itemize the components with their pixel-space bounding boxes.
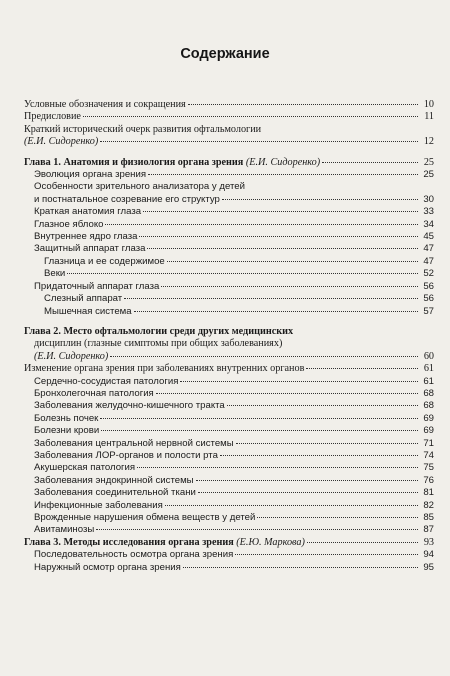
toc-entry: Акушерская патология 75 xyxy=(34,462,434,474)
chapter-label: Глава 3. Методы исследования органа зрения xyxy=(24,536,234,548)
toc-entry: Придаточный аппарат глаза 56 xyxy=(34,280,434,292)
toc-entry: Заболевания соединительной ткани 81 xyxy=(34,487,434,499)
toc-entry: (Е.И. Сидоренко) 12 xyxy=(24,136,434,148)
toc-entry: Веки 52 xyxy=(44,268,434,280)
toc-chapter-heading: Глава 1. Анатомия и физиология органа зрения (Е.И. Сидоренко) 25 xyxy=(24,156,434,168)
toc-entry: Болезни крови 69 xyxy=(34,425,434,437)
toc-entry: Слезный аппарат 56 xyxy=(44,293,434,305)
page-title: Содержание xyxy=(180,46,270,62)
toc-entry: Предисловие 11 xyxy=(24,111,434,123)
table-of-contents xyxy=(24,99,434,574)
toc-entry: (Е.И. Сидоренко) 60 xyxy=(34,350,434,362)
chapter-label: Глава 1. Анатомия и физиология органа зрения xyxy=(24,156,244,168)
toc-entry: Условные обозначения и сокращения 10 xyxy=(24,99,434,110)
toc-entry: дисциплин (глазные симптомы при общих заболеваниях) xyxy=(34,338,283,350)
toc-chapter-heading: Глава 2. Место офтальмологии среди других медицинских xyxy=(24,325,294,337)
toc-entry: Краткий исторический очерк развития офтальмологии xyxy=(24,123,262,135)
toc-entry: Краткая анатомия глаза 33 xyxy=(34,206,434,218)
toc-entry: Врожденные нарушения обмена веществ у детей 85 xyxy=(34,512,434,523)
toc-entry: Особенности зрительного анализатора у детей xyxy=(34,181,245,193)
toc-entry: Авитаминозы 87 xyxy=(34,524,434,536)
toc-entry: Наружный осмотр органа зрения 95 xyxy=(34,561,434,573)
toc-entry: Заболевания эндокринной системы 76 xyxy=(34,474,434,486)
toc-entry: Инфекционные заболевания 82 xyxy=(34,499,434,511)
toc-entry: Заболевания ЛОР-органов и полости рта 74 xyxy=(34,449,434,461)
toc-entry: Заболевания желудочно-кишечного тракта 68 xyxy=(34,400,434,412)
toc-entry: Бронхолегочная патология 68 xyxy=(34,387,434,399)
toc-chapter-heading: Глава 3. Методы исследования органа зрения (Е.Ю. Маркова) 93 xyxy=(24,536,434,548)
toc-entry: Мышечная система 57 xyxy=(44,305,434,317)
toc-entry: Глазница и ее содержимое 47 xyxy=(44,255,434,267)
toc-entry: Болезнь почек 69 xyxy=(34,412,434,424)
toc-entry: Заболевания центральной нервной системы 71 xyxy=(34,437,434,449)
toc-entry: Глазное яблоко 34 xyxy=(34,218,434,230)
toc-entry: Последовательность осмотра органа зрения 94 xyxy=(34,549,434,561)
toc-entry: и постнатальное созревание его структур 30 xyxy=(34,193,434,205)
toc-entry: Изменение органа зрения при заболеваниях внутренних органов 61 xyxy=(24,363,434,375)
toc-entry: Эволюция органа зрения 25 xyxy=(34,169,434,181)
toc-entry: Сердечно-сосудистая патология 61 xyxy=(34,375,434,387)
toc-entry: Внутреннее ядро глаза 45 xyxy=(34,231,434,243)
toc-entry: Защитный аппарат глаза 47 xyxy=(34,243,434,255)
